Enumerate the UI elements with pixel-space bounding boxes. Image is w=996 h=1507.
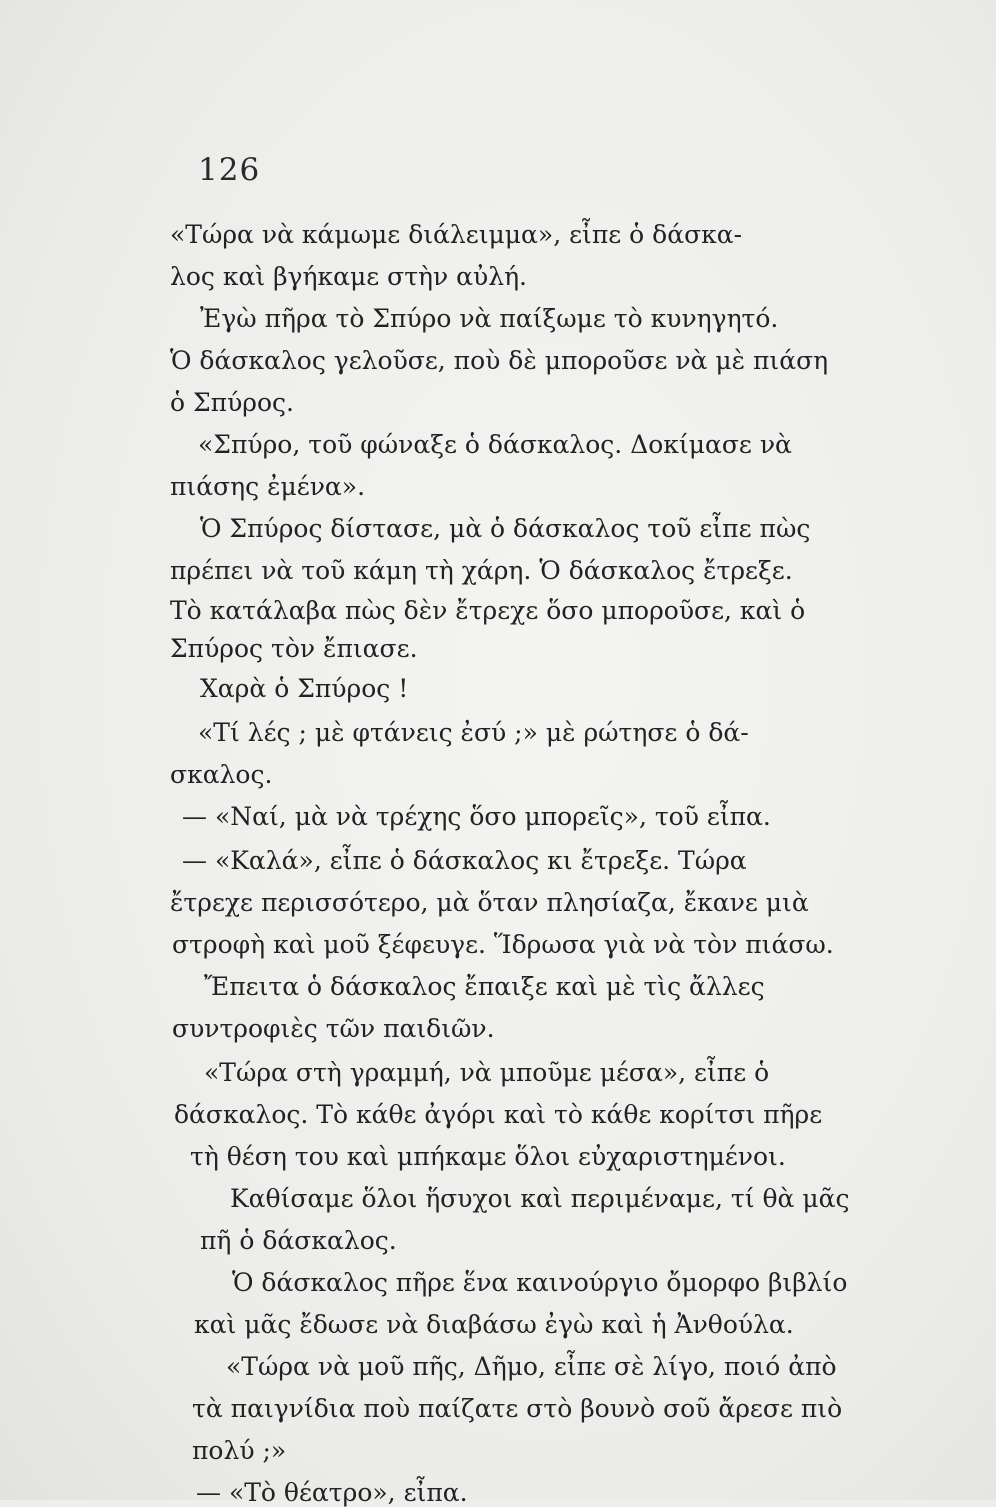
text-line: Χαρὰ ὁ Σπύρος ! <box>200 674 409 703</box>
page-number: 126 <box>198 152 261 188</box>
text-line: Ὁ δάσκαλος πῆρε ἕνα καινούργιο ὄμορφο βιβλίο <box>232 1268 848 1297</box>
text-line: πρέπει νὰ τοῦ κάμη τὴ χάρη. Ὁ δάσκαλος ἔτρεξε. <box>170 556 793 585</box>
text-line: Ὁ δάσκαλος γελοῦσε, ποὺ δὲ μποροῦσε νὰ μὲ πιάση <box>170 346 829 375</box>
text-line: ἔτρεχε περισσότερο, μὰ ὅταν πλησίαζα, ἔκανε μιὰ <box>170 888 809 917</box>
text-line: — «Τὸ θέατρο», εἶπα. <box>196 1478 468 1507</box>
text-line: Τὸ κατάλαβα πὼς δὲν ἔτρεχε ὅσο μποροῦσε, καὶ ὁ <box>170 596 806 625</box>
text-line: Ἔπειτα ὁ δάσκαλος ἔπαιξε καὶ μὲ τὶς ἄλλες <box>204 972 765 1001</box>
text-line: πολύ ;» <box>192 1436 287 1465</box>
text-line: «Τώρα νὰ μοῦ πῆς, Δῆμο, εἶπε σὲ λίγο, ποιό ἀπὸ <box>226 1352 837 1381</box>
text-line: Σπύρος τὸν ἔπιασε. <box>170 634 418 663</box>
text-line: «Τώρα νὰ κάμωμε διάλειμμα», εἶπε ὁ δάσκα- <box>170 220 743 249</box>
text-line: λος καὶ βγήκαμε στὴν αὐλή. <box>170 262 527 291</box>
text-line: Καθίσαμε ὅλοι ἥσυχοι καὶ περιμέναμε, τί θὰ μᾶς <box>230 1184 850 1213</box>
text-line: καὶ μᾶς ἔδωσε νὰ διαβάσω ἐγὼ καὶ ἡ Ἀνθούλα. <box>194 1310 794 1339</box>
text-line: σκαλος. <box>170 760 273 789</box>
text-line: Ἐγὼ πῆρα τὸ Σπύρο νὰ παίξωμε τὸ κυνηγητό. <box>200 304 779 333</box>
text-line: Ὁ Σπύρος δίστασε, μὰ ὁ δάσκαλος τοῦ εἶπε πὼς <box>200 514 811 543</box>
text-line: πιάσης ἐμένα». <box>170 472 366 501</box>
text-line: «Σπύρο, τοῦ φώναξε ὁ δάσκαλος. Δοκίμασε νὰ <box>198 430 792 459</box>
text-line: δάσκαλος. Τὸ κάθε ἀγόρι καὶ τὸ κάθε κορίτσι πῆρε <box>174 1100 823 1129</box>
text-line: πῆ ὁ δάσκαλος. <box>200 1226 397 1255</box>
text-line: «Τί λές ; μὲ φτάνεις ἐσύ ;» μὲ ρώτησε ὁ δά- <box>198 718 749 747</box>
text-line: «Τώρα στὴ γραμμή, νὰ μποῦμε μέσα», εἶπε ὁ <box>204 1058 770 1087</box>
text-line: τὴ θέση του καὶ μπήκαμε ὅλοι εὐχαριστημένοι. <box>190 1142 786 1171</box>
text-line: τὰ παιγνίδια ποὺ παίζατε στὸ βουνὸ σοῦ ἄρεσε πιὸ <box>192 1394 843 1423</box>
text-line: στροφὴ καὶ μοῦ ξέφευγε. Ἵδρωσα γιὰ νὰ τὸν πιάσω. <box>172 930 834 959</box>
text-line: ὁ Σπύρος. <box>170 388 294 417</box>
text-line: — «Ναί, μὰ νὰ τρέχης ὅσο μπορεῖς», τοῦ εἶπα. <box>182 802 771 831</box>
text-line: — «Καλά», εἶπε ὁ δάσκαλος κι ἔτρεξε. Τώρα <box>182 846 747 875</box>
text-line: συντροφιὲς τῶν παιδιῶν. <box>172 1014 495 1043</box>
